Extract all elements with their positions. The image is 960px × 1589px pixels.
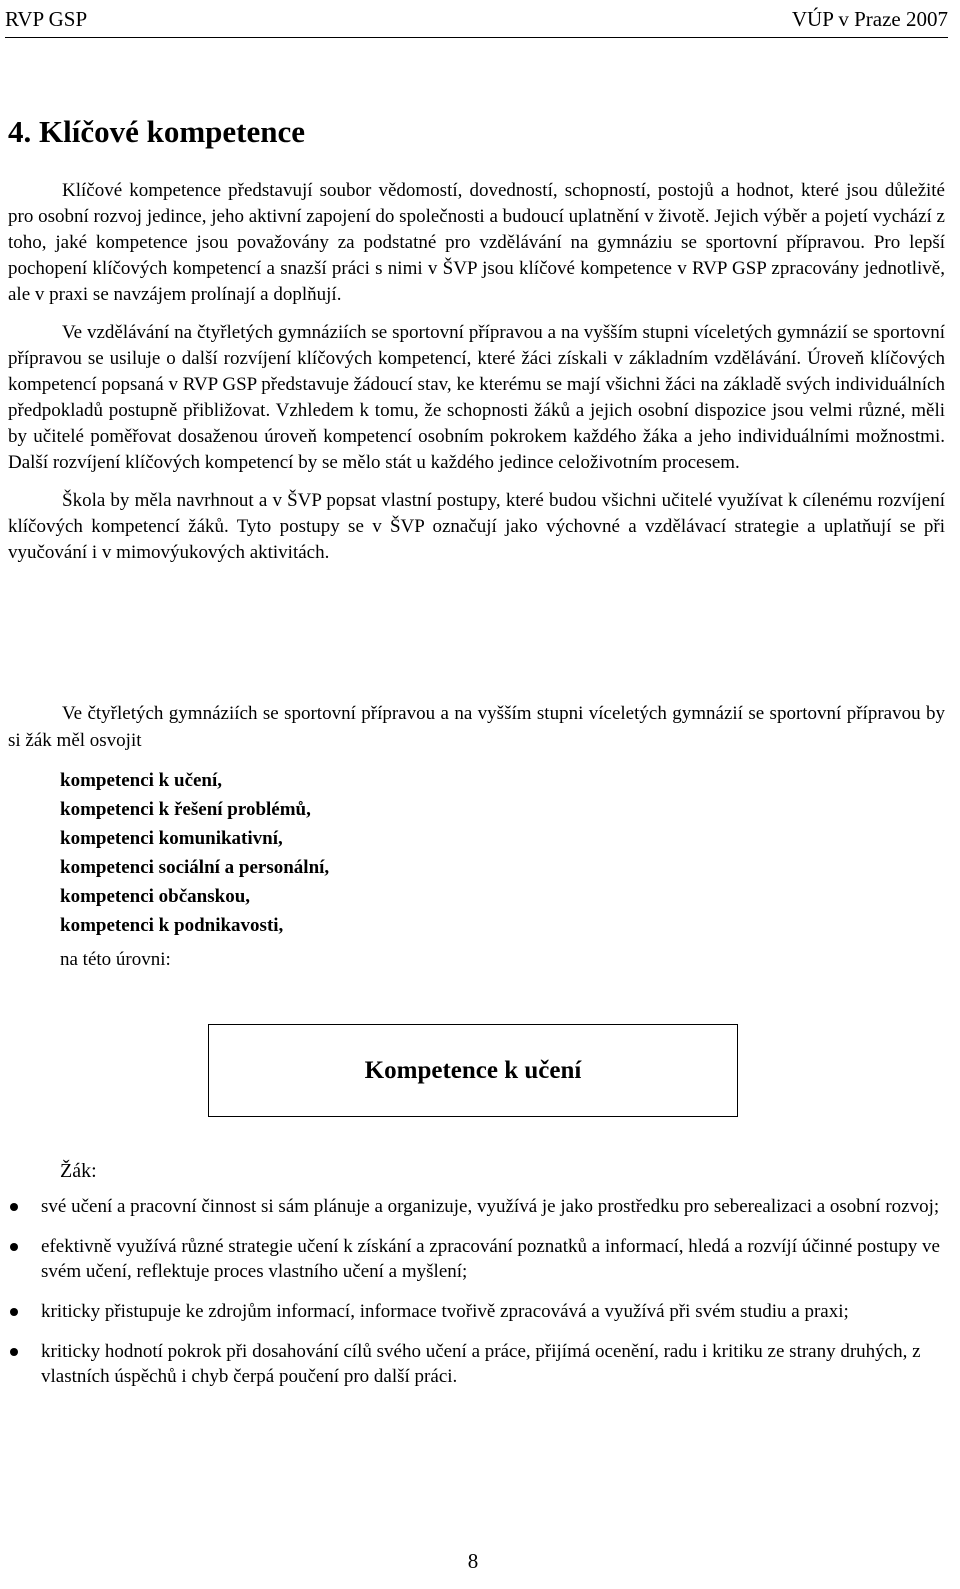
outcome-text: kriticky hodnotí pokrok při dosahování cílů svého učení a práce, přijímá ocenění, radu i kritiku ze strany druhých, z vlastních úspěchů i chyb čerpá poučení pro další práci.	[41, 1341, 921, 1387]
student-label: Žák:	[60, 1160, 97, 1182]
competence-item: kompetenci k podnikavosti,	[60, 915, 284, 936]
header-rule	[5, 37, 948, 38]
competences-intro: Ve čtyřletých gymnáziích se sportovní přípravou a na vyšším stupni víceletých gymnázií se sportovní přípravou by si žák měl osvojit	[8, 703, 945, 751]
competence-item: kompetenci občanskou,	[60, 886, 251, 907]
competence-heading-box	[208, 1024, 738, 1117]
competence-list	[60, 766, 329, 940]
bullet-icon	[10, 1203, 18, 1211]
bullet-icon	[10, 1243, 18, 1251]
competence-item: kompetenci k učení,	[60, 770, 223, 791]
header-right-text: VÚP v Praze 2007	[791, 7, 948, 31]
outcome-text: efektivně využívá různé strategie učení k získání a zpracování poznatků a informací, hledá a rozvíjí účinné postupy ve svém učení, reflektuje proces vlastního učení a myšlení;	[41, 1236, 940, 1282]
outcome-item	[8, 1339, 943, 1389]
competence-item: kompetenci k řešení problémů,	[60, 799, 311, 820]
competence-item: kompetenci sociální a personální,	[60, 857, 330, 878]
page-number: 8	[467, 1549, 479, 1573]
competence-heading: Kompetence k učení	[364, 1056, 582, 1084]
header-left-text: RVP GSP	[5, 7, 88, 31]
outcome-text: své učení a pracovní činnost si sám plánuje a organizuje, využívá je jako prostředku pro seberealizaci a osobní rozvoj;	[41, 1196, 940, 1217]
bullet-icon	[10, 1308, 18, 1316]
outcome-item	[8, 1194, 943, 1219]
page-header	[5, 5, 948, 33]
paragraph: Škola by měla navrhnout a v ŠVP popsat vlastní postupy, které budou všichni učitelé využívat k cílenému rozvíjení klíčových kompetencí žáků. Tyto postupy se v ŠVP označují jako výchovné a vzdělávací strategie a uplatňují se při vyučování i v mimovýukových aktivitách.	[8, 490, 945, 563]
paragraph: Ve vzdělávání na čtyřletých gymnáziích se sportovní přípravou a na vyšším stupni víceletých gymnázií se sportovní přípravou se usiluje o další rozvíjení klíčových kompetencí, které žáci získali v základním vzdělávání. Úroveň klíčových kompetencí popsaná v RVP GSP představuje žádoucí stav, ke kterému se mají všichni žáci na základě svých individuálních předpokladů postupně přibližovat. Vzhledem k tomu, že schopnosti žáků a jejich osobní dispozice jsou velmi různé, měli by učitelé poměřovat dosaženou úroveň kompetencí osobním pokrokem každého žáka a jeho individuálními možnostmi. Další rozvíjení klíčových kompetencí by se mělo stát u každého jedince celoživotním procesem.	[8, 322, 945, 473]
outcome-item	[8, 1299, 943, 1324]
bullet-icon	[10, 1348, 18, 1356]
body-text	[8, 178, 945, 566]
competence-item: kompetenci komunikativní,	[60, 828, 283, 849]
outcome-list	[8, 1194, 943, 1404]
section-title: 4. Klíčové kompetence	[8, 114, 306, 149]
paragraph: Klíčové kompetence představují soubor vědomostí, dovedností, schopností, postojů a hodnot, které jsou důležité pro osobní rozvoj jedince, jeho aktivní zapojení do společnosti a budoucí uplatnění v životě. Jejich výběr a pojetí vychází z toho, jaké kompetence jsou považovány za podstatné pro vzdělávání na gymnáziu se sportovní přípravou. Pro lepší pochopení klíčových kompetencí a snazší práci s nimi v ŠVP jsou klíčové kompetence v RVP GSP zpracovány jednotlivě, ale v praxi se navzájem prolínají a doplňují.	[8, 180, 945, 305]
outcome-text: kriticky přistupuje ke zdrojům informací, informace tvořivě zpracovává a využívá při svém studiu a praxi;	[41, 1301, 849, 1322]
level-text: na této úrovni:	[60, 949, 171, 970]
outcome-item	[8, 1234, 943, 1284]
